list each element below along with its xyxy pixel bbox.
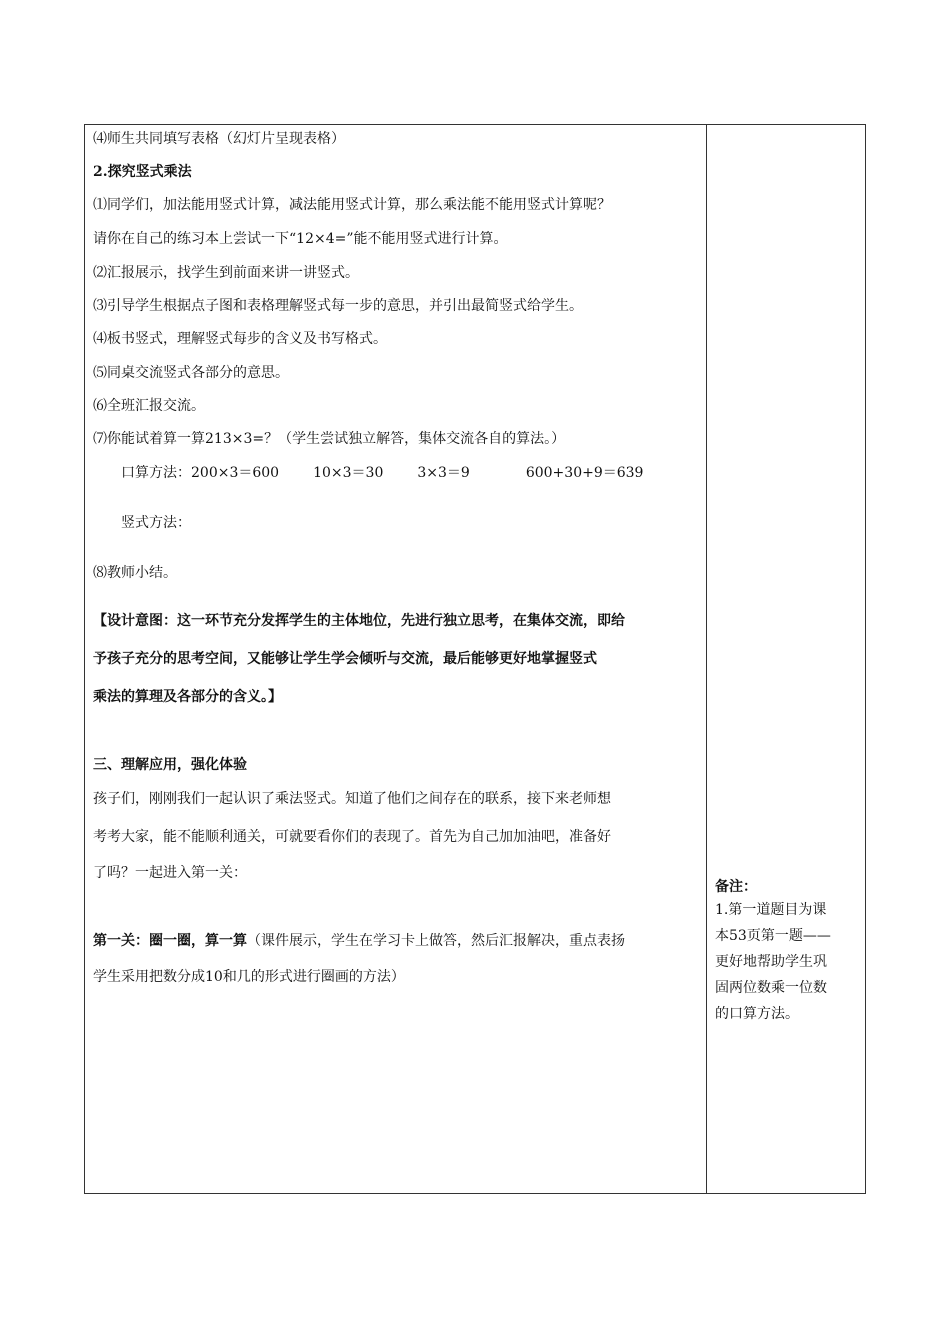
remarks-line: 的口算方法。 [715,1006,799,1022]
calc-step-3: 3×3＝9 [417,465,470,481]
step-8-summary: ⑻教师小结。 [93,565,177,581]
step-5-exchange: ⑸同桌交流竖式各部分的意思。 [93,365,289,381]
remarks-line: 更好地帮助学生巩 [715,954,827,970]
level-1-line-2: 学生采用把数分成10和几的形式进行圈画的方法） [93,969,405,985]
design-intent-line-2: 予孩子充分的思考空间，又能够让学生学会倾听与交流，最后能够更好地掌握竖式 [93,651,597,667]
step-4-table: ⑷师生共同填写表格（幻灯片呈现表格） [93,131,345,147]
calc-step-1: 200×3＝600 [191,465,280,481]
design-intent-line-1: 【设计意图：这一环节充分发挥学生的主体地位，先进行独立思考，在集体交流，即给 [93,613,625,629]
paragraph-line-2: 考考大家，能不能顺利通关，可就要看你们的表现了。首先为自己加加油吧，准备好 [93,829,611,845]
section-3-title: 三、理解应用，强化体验 [93,757,247,773]
mental-calculation-row [121,463,643,483]
step-4-board: ⑷板书竖式，理解竖式每步的含义及书写格式。 [93,331,387,347]
remarks-line: 1.第一道题目为课 [715,902,827,918]
calc-step-2: 10×3＝30 [313,465,384,481]
remarks-line: 本53页第一题—— [715,928,831,944]
step-3-guide: ⑶引导学生根据点子图和表格理解竖式每一步的意思，并引出最简竖式给学生。 [93,298,583,314]
column-divider [706,125,707,1193]
lesson-plan-table [84,124,866,1194]
step-7-try: ⑺你能试着算一算213×3=？（学生尝试独立解答，集体交流各自的算法。） [93,431,566,447]
step-2-report: ⑵汇报展示，找学生到前面来讲一讲竖式。 [93,265,359,281]
level-1-line-1 [93,931,625,951]
remarks-title: 备注： [715,879,757,895]
paragraph-line-3: 了吗？一起进入第一关： [93,865,247,881]
level-1-desc: （课件展示，学生在学习卡上做答，然后汇报解决，重点表扬 [247,933,625,949]
design-intent-line-3: 乘法的算理及各部分的含义。】 [93,689,282,705]
remarks-line: 固两位数乘一位数 [715,980,827,996]
level-1-title: 第一关：圈一圈，算一算 [93,933,247,949]
vertical-method-label: 竖式方法： [121,515,191,531]
remarks-column [715,877,855,1027]
step-1-try: 请你在自己的练习本上尝试一下“12×4=”能不能用竖式进行计算。 [93,231,508,247]
calc-label: 口算方法： [121,465,191,481]
step-1-question: ⑴同学们，加法能用竖式计算，减法能用竖式计算，那么乘法能不能用竖式计算呢？ [93,197,611,213]
step-6-report: ⑹全班汇报交流。 [93,398,205,414]
section-vertical-multiplication: 2.探究竖式乘法 [93,164,192,180]
paragraph-line-1: 孩子们，刚刚我们一起认识了乘法竖式。知道了他们之间存在的联系，接下来老师想 [93,791,611,807]
calc-step-4: 600+30+9＝639 [525,465,644,481]
